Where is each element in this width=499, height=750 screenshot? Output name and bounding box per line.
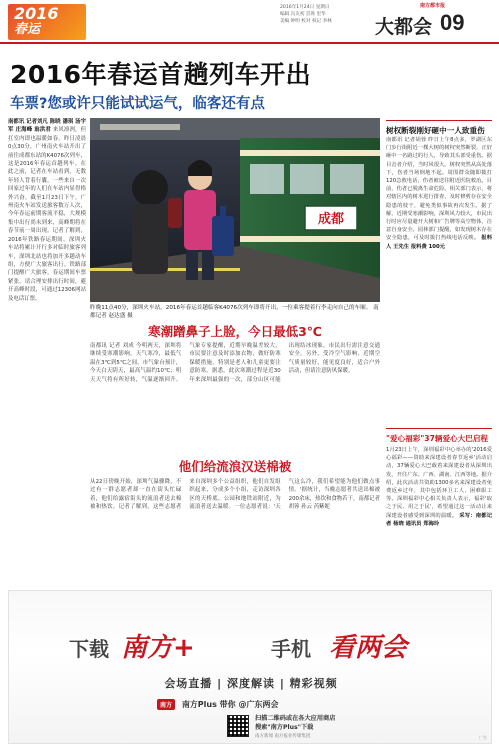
editor-line1: 编辑 冯友初 首席 里华: [280, 12, 326, 17]
lead-article: [8, 118, 86, 586]
train-sign: 成都: [317, 212, 345, 227]
nanfang-plus-ad[interactable]: [8, 590, 492, 744]
welfare-bus-headline: "爱心福彩"37辆爱心大巴启程: [386, 428, 492, 444]
ad-features: 会场直播 | 深度解读 | 精彩视频: [164, 677, 338, 690]
welfare-bus-credit: 采写：南都记者 杨晓 通讯员 郑海玲: [386, 512, 492, 527]
homeless-quilt-headline: 他们给流浪汉送棉被: [178, 459, 292, 474]
tree-branch-text: 南都讯 记者胡蓉 昨日上午8点多，罗湖区东门步行街附近一棵大树的树杈突然断裂，正好砸中一名路过的行人，导致其头部受重伤。据目击者介绍，当时风很大，树杈突然从高处落下，伤者当场倒地不起。周围群众随即拨打120急救电话，伤者被送往附近医院救治。目前，伤者已脱离生命危险。相关部门表示，将对辖区内的树木进行排查，及时修剪存在安全隐患的枝干，避免类似事故再次发生。据了解，近期受寒潮影响，深圳风力较大，市民出行时应尽量避开大树和广告牌等高空物体，注意自身安全。园林部门提醒，如发现树木存在安全隐患，可及时拨打热线电话反映。: [386, 137, 492, 242]
spring-festival-logo: [8, 4, 86, 40]
homeless-quilt-body: 从22日傍晚开始，深圳气温骤降，不过有一群志愿者却一直在街头忙碌着，他们给露宿街头的流浪者送去棉被和热饮。记者了解到，这些志愿者来自深圳多个公益组织，他们自发组织起来，分成多个小组，走访深圳各区的天桥底、公园和地铁站附近，为流浪者送去温暖。一位志愿者说：'天气这么冷，我们希望能为他们做点事情。'据统计，当晚志愿者共送出棉被200余床，热饮和食物若干。南都记者 胡蓉 孙云 芮紫妮: [90, 479, 380, 511]
section-name: 大都会: [375, 16, 433, 38]
logo-text: 春运: [14, 22, 41, 37]
welfare-bus-body: [386, 446, 492, 584]
ad-qr-instructions: [255, 715, 335, 732]
welfare-bus-text: 1月23日上午，深圳福彩中心举办的'2016爱心福彩——资助来深建设者春节返乡'活动启动，37辆爱心大巴载着来深建设者从深圳出发，开往广东、广西、湖南、江西等地。据介绍，此次活动共资助1300多名来深建设者免费返乡过年，其中包括环卫工人、困难职工等。深圳福彩中心相关负责人表示，福彩'取之于民、用之于民'，希望通过这一活动让来深建设者感受到深圳的温暖。: [386, 447, 492, 519]
ad-label: 广告: [479, 735, 487, 740]
qr-code-icon[interactable]: [227, 715, 249, 737]
tree-branch-body: [386, 136, 492, 422]
ad-mobile-word: 手机: [271, 637, 311, 661]
photo-illustration: [90, 118, 380, 302]
ad-qr-line2: 搜索"南方Plus"下载: [255, 723, 314, 731]
lead-byline: 南都讯 记者刘凡 陈晓 潘琪 汤宇军 庄海峰 翁洪君: [8, 119, 86, 134]
ad-brand-line: [157, 699, 278, 710]
ad-qr-small: 南方新闻 南方报业传媒集团: [255, 734, 311, 739]
date-editor-meta: [280, 4, 370, 25]
cold-wave-headline: 寒潮蹭鼻子上脸，今日最低3℃: [148, 324, 322, 339]
newspaper-name: 南方都市报: [420, 3, 446, 9]
page-title: 2016年春运首趟列车开出: [10, 60, 312, 89]
page-subtitle: 车票?您或许只能试试运气，临客还有点: [10, 96, 265, 112]
ad-download-word: 下载: [69, 637, 109, 661]
logo-year: 2016: [14, 4, 59, 23]
tree-branch-headline: 树权断裂刚好砸中一人致重伤: [386, 120, 492, 136]
train-station-photo: [90, 118, 380, 302]
masthead: [0, 0, 499, 44]
date-line: 2016年1月24日 星期日: [280, 5, 330, 10]
photo-caption: 昨晚11点40分，深圳火车站，2016年春运首趟临客K4076次列车即将开出，一位乘客提着行李走向自己的车厢。 南都记者 赵达盛 摄: [90, 305, 379, 319]
tree-branch-credit: 报料人 王先生 报料费 100元: [386, 235, 492, 250]
ad-brand-text: 南方Plus 带你 @广东两会: [181, 700, 279, 709]
ad-brand-badge: 南方: [157, 699, 175, 710]
ad-two-sessions-word: 看两会: [329, 633, 408, 663]
editor-line2: 美编 钟明 校对 权记 李林: [280, 19, 332, 24]
page-number: 09: [440, 10, 465, 35]
cold-wave-body: 南都讯 记者 刘成 今明两天，深圳将继续受寒潮影响，天气寒冷，最低气温在3℃到5℃之间。市气象台预计，今天白天阴天，最高气温约10℃；明天天气将有所好转，气温逐渐回升。气象专家提醒，近期早晚温差较大，市民要注意及时添加衣物，做好防寒保暖措施，特别是老人和儿童更要注意防寒。据悉，此次寒潮过程是近30年来深圳最强的一次，部分山区可能出现结冰现象，市民出行需注意交通安全。另外，受冷空气影响，近期空气质量较好，能见度良好，适合户外活动，但请注意防风保暖。: [90, 343, 380, 383]
lead-body: 来风凛冽，但扛室内即也温暖如春。昨日凌晨0点30分，广州南火车站开出了前往成都东站的K4076次列车，这是2016年春运首趟列车。在此之前，记者在车站看到，无数年轻人背着行囊，一些来自一次回家过年的人们在车站内显得格外兴奋。截至1月23日下午，广州南火车站发送旅客数万人次，今年春运前期客流平稳，大规模集中出行尚未到来，高峰期将在春节前一周出现。记者了解到，2016年铁路春运期间，深圳火车站将累计开行多对临时旅客列车，深圳北站也将加开多趟动车组，方便广大旅客出行。铁路部门提醒广大旅客，春运期间车票紧张，请合理安排出行时间，避开高峰时段，可通过12306网站及电话订票。: [8, 127, 86, 302]
ad-qr-line1: 扫描二维码或在各大应用商店: [255, 715, 336, 722]
ad-brand-word: 南方+: [121, 633, 195, 663]
